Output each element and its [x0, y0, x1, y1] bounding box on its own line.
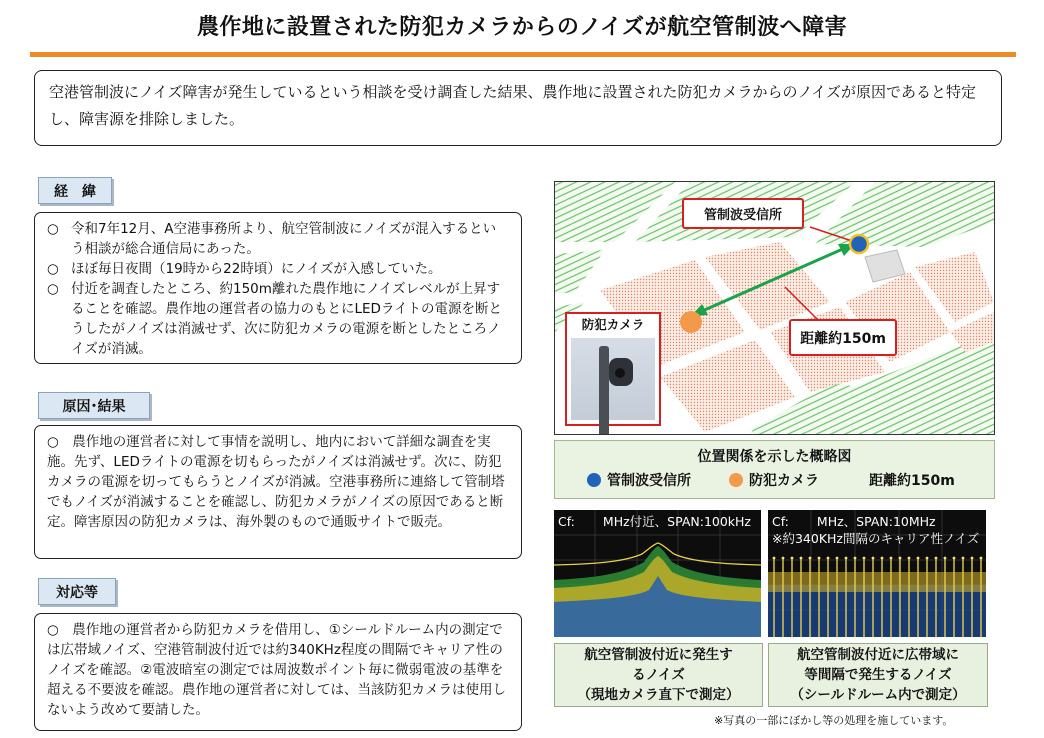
carrier-peak [854, 557, 857, 560]
section-label-background: 経 緯 [38, 177, 112, 204]
bullet-marker: ○ [47, 261, 59, 277]
bullet-marker: ○ [47, 281, 59, 297]
camera-pole [599, 346, 609, 435]
list-item [47, 219, 509, 259]
list-item-text: 令和7年12月、A空港事務所より、航空管制波にノイズが混入するという相談が総合通信局にあった。 [71, 221, 497, 257]
carrier-peak [782, 557, 785, 560]
section-label-response: 対応等 [38, 578, 116, 605]
map-caption-box [554, 440, 995, 499]
carrier-peak [881, 557, 884, 560]
spectrum-cf-label: Cf: [772, 514, 789, 529]
spectrum-caption-2 [768, 643, 988, 707]
section-label-cause: 原因･結果 [38, 392, 150, 419]
list-item [47, 259, 509, 279]
carrier-peak [962, 557, 965, 560]
spectrum-header-text: MHz、SPAN:10MHz [816, 514, 936, 529]
caption-line: 等間隔で発生するノイズ [804, 667, 952, 683]
spectrum-plot-1 [554, 510, 761, 637]
carrier-peak [863, 557, 866, 560]
caption-line: 航空管制波付近に発生す [584, 647, 733, 663]
background-section-box [34, 212, 522, 364]
spectrum-header-text: MHz付近、SPAN:100kHz [602, 514, 751, 529]
camera-callout-label: 防犯カメラ [581, 317, 645, 332]
carrier-peak [953, 557, 956, 560]
spectrum-header [772, 512, 936, 530]
distance-legend-label: 距離約150m [869, 473, 955, 489]
carrier-peak [890, 557, 893, 560]
carrier-peak [818, 557, 821, 560]
carrier-peak [845, 557, 848, 560]
caption-line: 航空管制波付近に広帯域に [797, 647, 959, 663]
carrier-peak [836, 557, 839, 560]
receiver-legend-label: 管制波受信所 [607, 473, 691, 489]
carrier-peak [791, 557, 794, 560]
carrier-peak [908, 557, 911, 560]
carrier-peak [935, 557, 938, 560]
camera-lens [615, 368, 625, 378]
bullet-marker: ○ [47, 221, 59, 237]
list-item [47, 279, 509, 359]
location-map [554, 181, 995, 435]
spectrum-cf-label: Cf: [558, 514, 575, 529]
spectrum-header [558, 512, 751, 530]
carrier-peak [971, 557, 974, 560]
carrier-peak [926, 557, 929, 560]
summary-box: 空港管制波にノイズ障害が発生しているという相談を受け調査した結果、農作地に設置された防犯カメラからのノイズが原因であると特定し、障害源を排除しました。 [34, 70, 1002, 146]
carrier-peak [800, 557, 803, 560]
carrier-peak [827, 557, 830, 560]
camera-legend-dot [729, 473, 743, 487]
receiver-legend-dot [587, 473, 601, 487]
title-underline [30, 52, 1016, 57]
spectrum-caption-1 [554, 643, 763, 707]
carrier-peak [917, 557, 920, 560]
caption-line: （シールドルーム内で測定） [790, 687, 966, 703]
caption-line: るノイズ [632, 667, 685, 683]
caption-line: （現地カメラ直下で測定） [577, 687, 740, 703]
list-item-text: ほぼ毎日夜間（19時から22時頃）にノイズが入感していた。 [71, 261, 442, 277]
camera-legend-label: 防犯カメラ [749, 473, 819, 489]
page-title: 農作地に設置された防犯カメラからのノイズが航空管制波へ障害 [196, 15, 848, 40]
footnote: ※写真の一部にぼかし等の処理を施しています。 [714, 714, 954, 727]
carrier-peak [872, 557, 875, 560]
map-caption-title: 位置関係を示した概略図 [697, 449, 852, 465]
carrier-peak [944, 557, 947, 560]
receiver-marker [850, 235, 868, 253]
receiver-callout: 管制波受信所 [682, 198, 804, 229]
carrier-peak [773, 557, 776, 560]
spectrum-subheader: ※約340KHz間隔のキャリア性ノイズ [772, 531, 980, 546]
carrier-peak [899, 557, 902, 560]
cause-section-box [34, 425, 522, 559]
carrier-peak [980, 557, 983, 560]
carrier-peak [809, 557, 812, 560]
list-item-text: 付近を調査したところ、約150m離れた農作地にノイズレベルが上昇することを確認。農作地の運営者の協力のもとにLEDライトの電源を断とうしたがノイズは消滅せず、次に防犯カメラの電源を断としたところノイズが消滅。 [71, 281, 503, 357]
response-section-box [34, 613, 522, 731]
distance-callout: 距離約150m [789, 319, 897, 356]
camera-marker [680, 311, 702, 333]
spectrum-plot-2 [768, 510, 986, 637]
cause-text: ○ 農作地の運営者に対して事情を説明し、地内において詳細な調査を実施。先ず、LEDライトの電源を切もらったがノイズは消滅せず。次に、防犯カメラの電源を切ってもらうとノイズが消滅。空港事務所に連絡して管制塔でもノイズが消滅することを確認し、防犯カメラがノイズの原因であると断定。障害原因の防犯カメラは、海外製のもので通販サイトで販売。 [47, 434, 505, 530]
camera-photo-callout [565, 312, 661, 426]
camera-photo [571, 338, 655, 420]
response-text: ○ 農作地の運営者から防犯カメラを借用し、①シールドルーム内の測定では広帯域ノイズ、空港管制波付近では約340KHz程度の間隔でキャリア性のノイズを確認。②電波暗室の測定では周波数ポイント毎に微弱電波の基準を超える不要波を確認。農作地の運営者に対しては、当該防犯カメラは使用しないよう改めて要請した。 [47, 622, 506, 718]
